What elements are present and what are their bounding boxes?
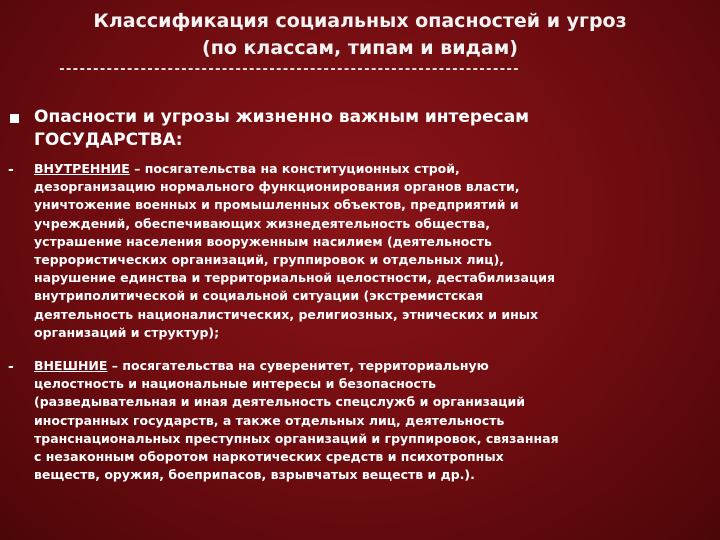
external-line-7: веществ, оружия, боеприпасов, взрывчатых веществ и др.).: [34, 467, 475, 483]
internal-line-7: нарушение единства и территориальной целостности, дестабилизация: [34, 270, 556, 286]
external-term: ВНЕШНИЕ: [34, 358, 108, 373]
internal-line-1: ВНУТРЕННИЕ – посягательства на конституционных строй,: [34, 161, 460, 176]
internal-line-3: уничтожение военных и промышленных объектов, предприятий и: [34, 197, 519, 213]
external-line-6: с незаконным оборотом наркотических средств и психотропных: [34, 449, 504, 465]
external-threats-paragraph: [34, 357, 714, 484]
external-dash-marker: -: [8, 359, 14, 375]
external-line-3: (разведывательная и иная деятельность спецслужб и организаций: [34, 394, 526, 410]
internal-line-9: деятельность националистических, религиозных, этнических и иных: [34, 306, 539, 322]
external-line-4: иностранных государств, а также отдельных лиц, деятельность: [34, 412, 505, 428]
square-bullet-icon: [10, 114, 19, 123]
internal-line-5: устрашение населения вооруженным насилием (деятельность: [34, 233, 492, 249]
internal-term: ВНУТРЕННИЕ: [34, 161, 130, 176]
slide-title: [0, 8, 720, 62]
internal-line-2: дезорганизацию нормального функционирования органов власти,: [34, 179, 520, 195]
section-heading: [34, 106, 704, 152]
internal-line-8: внутриполитической и социальной ситуации (экстремистская: [34, 288, 484, 304]
slide-title-line-1: Классификация социальных опасностей и угроз: [93, 10, 627, 32]
internal-threats-paragraph: [34, 160, 714, 342]
internal-line-4: учреждений, обеспечивающих жизнедеятельность общества,: [34, 215, 491, 231]
internal-line-10: организаций и структур);: [34, 324, 220, 340]
external-line-1: ВНЕШНИЕ – посягательства на суверенитет, территориальную: [34, 358, 489, 373]
slide-title-line-2: (по классам, типам и видам): [202, 37, 518, 59]
internal-line-6: террористических организаций, группировок и отдельных лиц),: [34, 252, 505, 268]
external-line-5: транснациональных преступных организаций и группировок, связанная: [34, 430, 559, 446]
section-heading-line-1: Опасности и угрозы жизненно важным интересам: [34, 107, 530, 127]
external-line-2: целостность и национальные интересы и безопасность: [34, 376, 437, 392]
section-heading-line-2: ГОСУДАРСТВА:: [34, 130, 183, 150]
internal-dash-marker: -: [8, 162, 14, 178]
title-divider: --------------------------------------------------------------------: [58, 62, 519, 77]
